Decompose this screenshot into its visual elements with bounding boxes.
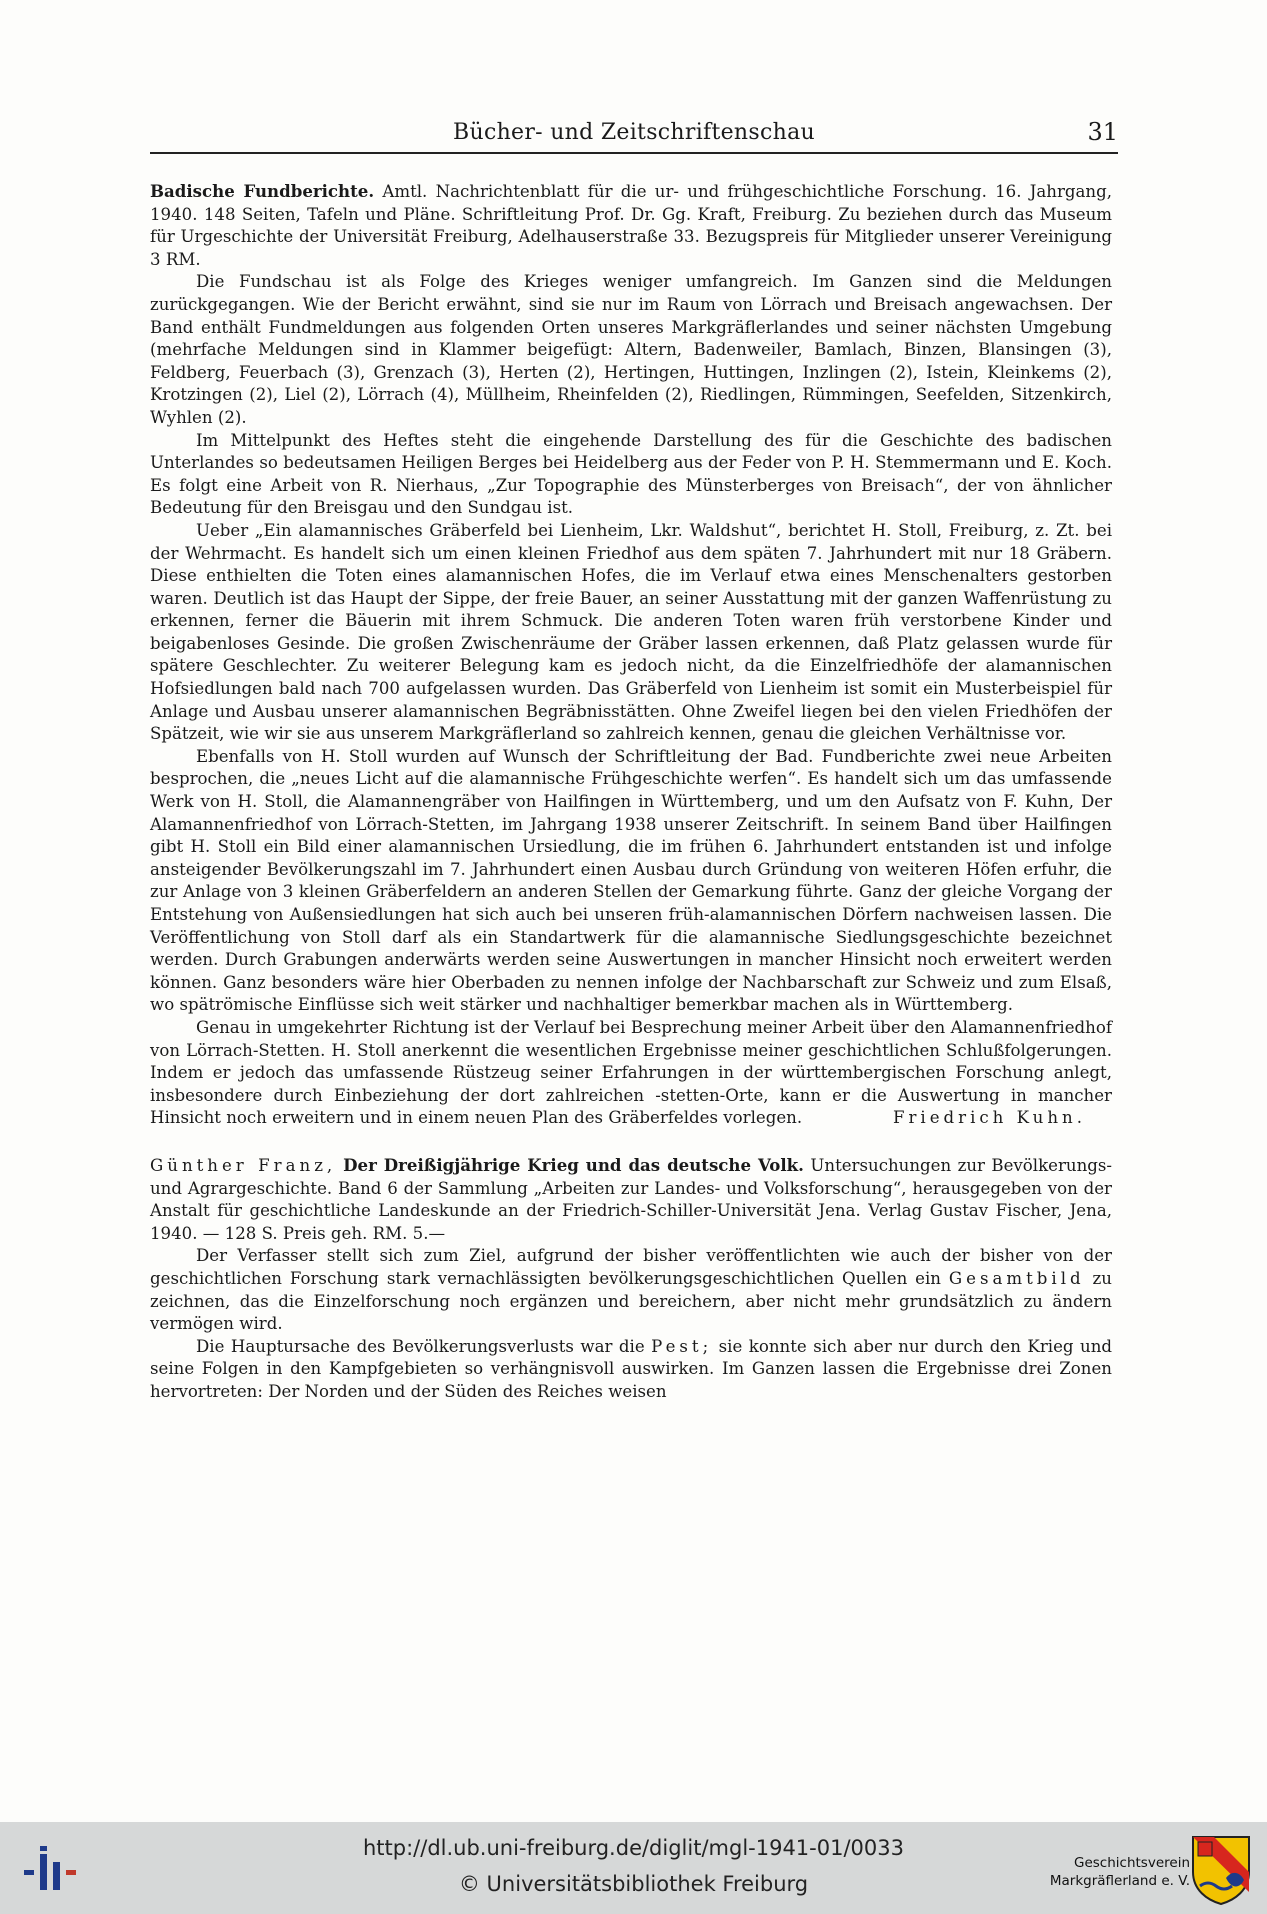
body-text [150, 180, 1112, 1403]
society-line: Geschichtsverein [1074, 1855, 1190, 1871]
emphasis: Gesamtbild [948, 1268, 1085, 1288]
review-title: Der Dreißigjährige Krieg und das deutsche Volk. [336, 1154, 804, 1175]
society-line: Markgräflerland e. V. [1049, 1873, 1190, 1889]
running-head [150, 114, 1118, 154]
reviewer-signature: Friedrich Kuhn. [892, 1108, 1086, 1128]
review-heading [150, 1154, 1112, 1245]
society-name [1010, 1854, 1190, 1890]
paragraph [150, 1017, 1112, 1130]
paragraph-text: sie konnte sich aber nur durch den Krieg und seine Folgen in den Kampfgebieten so verhängnisvoll auswirken. Im Ganzen lassen die Ergebnisse drei Zonen hervortreten: Der Norden und der Süden des Reiches weisen [150, 1336, 1113, 1401]
section-gap [150, 1130, 1112, 1154]
crest-icon [1190, 1834, 1252, 1906]
paragraph-text: Genau in umgekehrter Richtung ist der Verlauf bei Besprechung meiner Arbeit über den Alamannenfriedhof von Lörrach-Stetten. H. Stoll anerkennt die wesentlichen Ergebnisse meiner geschichtlichen Schlußfolgerungen. Indem er jedoch das umfassende Rüstzeug seiner Erfahrungen in der württembergischen Forschung anlegt, insbesondere durch Einbeziehung der dort zahlreichen -stetten-Orte, kann er die Auswertung in mancher Hinsicht noch erweitern und in einem neuen Plan des Gräberfeldes vorlegen. [150, 1017, 1112, 1128]
paragraph: Ebenfalls von H. Stoll wurden auf Wunsch der Schriftleitung der Bad. Fundberichte zwei neue Arbeiten besprochen, die „neues Licht auf die alamannische Frühgeschichte werfen“. Es handelt sich um das umfassende Werk von H. Stoll, die Alamannengräber von Hailfingen in Württemberg, und um den Aufsatz von F. Kuhn, Der Alamannenfriedhof von Lörrach-Stetten, im Jahrgang 1938 unserer Zeitschrift. In seinem Band über Hailfingen gibt H. Stoll ein Bild einer alamannischen Ursiedlung, die im frühen 6. Jahrhundert entstanden ist und infolge ansteigender Bevölkerungszahl im 7. Jahrhundert einen Ausbau durch Gründung von weiteren Höfen erfuhr, die zur Anlage von 3 kleinen Gräberfeldern an anderen Stellen der Gemarkung führte. Ganz der gleiche Vorgang der Entstehung von Außensiedlungen hat sich auch bei unseren früh-alamannischen Dörfern nachweisen lassen. Die Veröffentlichung von Stoll darf als ein Standartwerk für die alamannische Siedlungsgeschichte bezeichnet werden. Durch Grabungen anderwärts werden seine Auswertungen in mancher Hinsicht noch erweitert werden können. Ganz besonders wäre hier Oberbaden zu nennen infolge der Nachbarschaft zur Schweiz und zum Elsaß, wo spätrömische Einflüsse sich weit stärker und nachhaltiger bemerkbar machen als in Württemberg. [150, 746, 1112, 1015]
review-title: Badische Fundberichte. [150, 181, 375, 201]
paragraph [150, 1336, 1112, 1404]
paragraph-text: Die Hauptursache des Bevölkerungsverlusts war die [196, 1336, 652, 1356]
review-meta: Untersuchungen zur Bevölkerungs- und Agrargeschichte. Band 6 der Sammlung „Arbeiten zur Landes- und Volksforschung“, herausgegeben von der Anstalt für geschichtliche Landeskunde an der Friedrich-Schiller-Universität Jena. Verlag Gustav Fischer, Jena, 1940. — 128 S. Preis geh. RM. 5.— [150, 1155, 1113, 1243]
review-heading [150, 180, 1112, 271]
paragraph: Im Mittelpunkt des Heftes steht die eingehende Darstellung des für die Geschichte des badischen Unterlandes so bedeutsamen Heiligen Berges bei Heidelberg aus der Feder von P. H. Stemmermann und E. Koch. Es folgt eine Arbeit von R. Nierhaus, „Zur Topographie des Münsterberges von Breisach“, der von ähnlicher Bedeutung für den Breisgau und den Sundgau ist. [150, 430, 1112, 518]
review-author: Günther Franz, [150, 1155, 337, 1175]
paragraph-text: zu zeichnen, das die Einzelforschung noch ergänzen und bereichern, aber nicht mehr grundsätzlich zu ändern vermögen wird. [150, 1268, 1112, 1334]
paragraph [150, 1245, 1112, 1335]
footer-copyright: © Universitätsbibliothek Freiburg [458, 1872, 809, 1896]
page-number: 31 [1087, 118, 1118, 146]
footer-bar [0, 1822, 1267, 1914]
paragraph: Ueber „Ein alamannisches Gräberfeld bei Lienheim, Lkr. Waldshut“, berichtet H. Stoll, Freiburg, z. Zt. bei der Wehrmacht. Es handelt sich um einen kleinen Friedhof aus dem späten 7. Jahrhundert mit nur 18 Gräbern. Diese enthielten die Toten eines alamannischen Hofes, die im Verlauf etwa eines Menschenalters gestorben waren. Deutlich ist das Haupt der Sippe, der freie Bauer, an seiner Ausstattung mit der ganzen Waffenrüstung zu erkennen, ferner die Bäuerin mit ihrem Schmuck. Die anderen Toten waren früh verstorbene Kinder und beigabenloses Gesinde. Die großen Zwischenräume der Gräber lassen erkennen, daß Platz gelassen wurde für spätere Geschlechter. Zu weiterer Belegung kam es jedoch nicht, da die Einzelfriedhöfe der alamannischen Hofsiedlungen bald nach 700 aufgelassen wurden. Das Gräberfeld von Lienheim ist somit ein Musterbeispiel für Anlage und Ausbau unserer alamannischen Begräbnisstätten. Ohne Zweifel liegen bei den vielen Friedhöfen der Spätzeit, wie wir sie aus unserem Markgräflerland so zahlreich kennen, genau die gleichen Verhältnisse vor. [150, 520, 1112, 744]
paragraph: Die Fundschau ist als Folge des Krieges weniger umfangreich. Im Ganzen sind die Meldungen zurückgegangen. Wie der Bericht erwähnt, sind sie nur im Raum von Lörrach und Breisach angewachsen. Der Band enthält Fundmeldungen aus folgenden Orten unseres Markgräflerlandes und seiner nächsten Umgebung (mehrfache Meldungen sind in Klammer beigefügt: Altern, Badenweiler, Bamlach, Binzen, Blansingen (3), Feldberg, Feuerbach (3), Grenzach (3), Herten (2), Hertingen, Huttingen, Inzlingen (2), Istein, Kleinkems (2), Krotzingen (2), Liel (2), Lörrach (4), Müllheim, Rheinfelden (2), Riedlingen, Rümmingen, Seefelden, Sitzenkirch, Wyhlen (2). [150, 272, 1112, 427]
review-meta: Amtl. Nachrichtenblatt für die ur- und frühgeschichtliche Forschung. 16. Jahrgang, 1940. 148 Seiten, Tafeln und Pläne. Schriftleitung Prof. Dr. Gg. Kraft, Freiburg. Zu beziehen durch das Museum für Urgeschichte der Universität Freiburg, Adelhauserstraße 33. Bezugspreis für Mitglieder unserer Vereinigung 3 RM. [150, 182, 1112, 269]
emphasis: Pest; [651, 1336, 713, 1356]
running-title: Bücher- und Zeitschriftenschau [453, 120, 815, 145]
paragraph-text: Der Verfasser stellt sich zum Ziel, aufgrund der bisher veröffentlichten wie auch der bisher von der geschichtlichen Forschung stark vernachlässigten bevölkerungsgeschichtlichen Quellen ein [150, 1246, 1112, 1288]
footer-url[interactable]: http://dl.ub.uni-freiburg.de/diglit/mgl-1941-01/0033 [362, 1836, 904, 1860]
